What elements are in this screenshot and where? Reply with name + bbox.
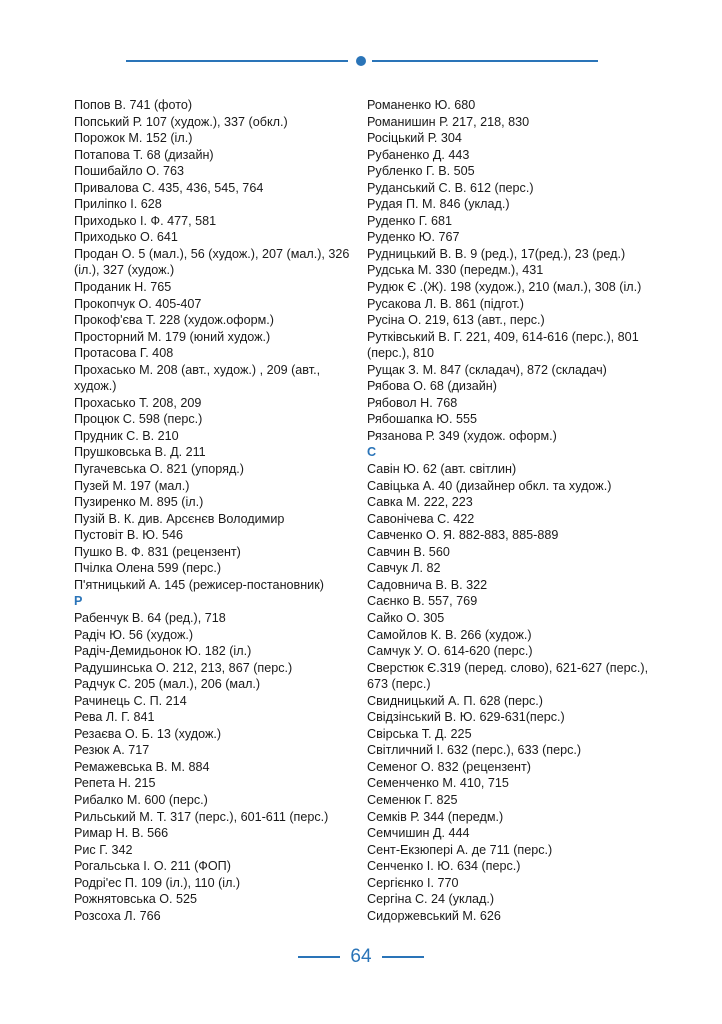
index-entry: Сидоржевський М. 626 [367, 908, 501, 923]
index-entry: Прокопчук О. 405-407 [74, 296, 202, 311]
index-entry: Рубаненко Д. 443 [367, 147, 470, 162]
index-entry: Порожок М. 152 (іл.) [74, 131, 193, 146]
header-ornament [126, 56, 598, 66]
index-entry: Прушковська В. Д. 211 [74, 445, 206, 460]
index-entry: Рогальська І. О. 211 (ФОП) [74, 859, 231, 874]
page-number: 64 [350, 946, 372, 967]
index-entry: Рутківський В. Г. 221, 409, 614-616 (перс.), 801 (перс.), 810 [367, 329, 639, 361]
index-entry: Світличний І. 632 (перс.), 633 (перс.) [367, 743, 582, 758]
index-entry: Савченко О. Я. 882-883, 885-889 [367, 528, 559, 543]
index-entry: Рис Г. 342 [74, 842, 133, 857]
header-rule-left [126, 60, 348, 62]
index-entry: Руденко Ю. 767 [367, 230, 460, 245]
index-entry: Приходько О. 641 [74, 230, 178, 245]
index-entry: Романишин Р. 217, 218, 830 [367, 114, 530, 129]
index-entry: Римар Н. В. 566 [74, 826, 169, 841]
section-letter: Р [74, 594, 83, 609]
index-entry: Процюк С. 598 (перс.) [74, 412, 203, 427]
index-entry: Рудюк Є .(Ж). 198 (худож.), 210 (мал.), 308 (іл.) [367, 280, 642, 295]
index-entry: Родрі'ес П. 109 (іл.), 110 (іл.) [74, 875, 241, 890]
index-entry: Самойлов К. В. 266 (худож.) [367, 627, 532, 642]
index-entry: Сайко О. 305 [367, 610, 445, 625]
index-entry: Пузей М. 197 (мал.) [74, 478, 190, 493]
index-entry: Сергієнко І. 770 [367, 875, 459, 890]
index-entry: Пустовіт В. Ю. 546 [74, 528, 184, 543]
index-entry: Савіцька А. 40 (дизайнер обкл. та худож.) [367, 478, 612, 493]
index-entry: Протасова Г. 408 [74, 346, 174, 361]
index-entry: Пушко В. Ф. 831 (рецензент) [74, 544, 241, 559]
index-entry: Рязанова Р. 349 (худож. оформ.) [367, 428, 557, 443]
index-entry: Свідзінський В. Ю. 629-631(перс.) [367, 710, 565, 725]
index-entry: Рильський М. Т. 317 (перс.), 601-611 (перс.) [74, 809, 329, 824]
index-entry: Радіч Ю. 56 (худож.) [74, 627, 194, 642]
index-entry: Прохасько М. 208 (авт., худож.) , 209 (авт., худож.) [74, 362, 321, 394]
index-entry: Русіна О. 219, 613 (авт., перс.) [367, 313, 545, 328]
index-column-right [367, 97, 657, 924]
index-entry: Ремажевська В. М. 884 [74, 759, 210, 774]
index-entry: Прокоф'єва Т. 228 (худож.оформ.) [74, 313, 274, 328]
index-entry: Семеног О. 832 (рецензент) [367, 759, 531, 774]
index-entry: Сенченко І. Ю. 634 (перс.) [367, 859, 521, 874]
header-dot [356, 56, 366, 66]
index-entry: Прудник С. В. 210 [74, 428, 179, 443]
index-entry: Резюк А. 717 [74, 743, 150, 758]
index-entry: Пчілка Олена 599 (перс.) [74, 561, 222, 576]
index-entry: Семків Р. 344 (передм.) [367, 809, 504, 824]
index-entry: Прилiпко I. 628 [74, 197, 162, 212]
index-entry: Семчишин Д. 444 [367, 826, 470, 841]
footer-rule-right [382, 956, 424, 958]
index-entry: Савчин В. 560 [367, 544, 450, 559]
index-entry: Резаєва О. Б. 13 (худож.) [74, 726, 222, 741]
index-entry: Руденко Г. 681 [367, 213, 453, 228]
index-entry: Пузій В. К. див. Арсєнєв Володимир [74, 511, 285, 526]
index-entry: Рущак З. М. 847 (складач), 872 (складач) [367, 362, 607, 377]
index-entry: Сверстюк Є.319 (перед. слово), 621-627 (перс.), 673 (перс.) [367, 660, 649, 692]
index-entry: Савчук Л. 82 [367, 561, 441, 576]
index-entry: Романенко Ю. 680 [367, 98, 476, 112]
index-entry: Савін Ю. 62 (авт. світлин) [367, 462, 517, 477]
index-entry: Радчук С. 205 (мал.), 206 (мал.) [74, 677, 261, 692]
index-entry: Саєнко В. 557, 769 [367, 594, 478, 609]
index-entry: Репета Н. 215 [74, 776, 156, 791]
page-footer [298, 944, 424, 970]
index-entry: Савонічева С. 422 [367, 511, 475, 526]
index-entry: Проданик Н. 765 [74, 280, 172, 295]
index-entry: Розсоха Л. 766 [74, 908, 161, 923]
index-entry: Продан О. 5 (мал.), 56 (худож.), 207 (мал.), 326 (іл.), 327 (худож.) [74, 246, 350, 278]
index-entry: Рябова О. 68 (дизайн) [367, 379, 497, 394]
index-entry: Пугачевська О. 821 (упоряд.) [74, 462, 244, 477]
index-entry: Потапова Т. 68 (дизайн) [74, 147, 214, 162]
index-entry: Свірська Т. Д. 225 [367, 726, 472, 741]
index-entry: Пошибайло О. 763 [74, 164, 184, 179]
index-entry: Рибалко М. 600 (перс.) [74, 792, 208, 807]
index-entry: Семенченко М. 410, 715 [367, 776, 509, 791]
index-entry: Рудая П. М. 846 (уклад.) [367, 197, 510, 212]
index-entry: Свидницький А. П. 628 (перс.) [367, 693, 543, 708]
index-entry: Сергіна С. 24 (уклад.) [367, 892, 495, 907]
index-entry: Рожнятовська О. 525 [74, 892, 198, 907]
index-entry: Прохасько Т. 208, 209 [74, 395, 202, 410]
index-entry: Пузиренко М. 895 (іл.) [74, 495, 204, 510]
index-entry: Рябовол Н. 768 [367, 395, 458, 410]
index-entry: Семенюк Г. 825 [367, 792, 458, 807]
index-entry: Руданський С. В. 612 (перс.) [367, 180, 534, 195]
index-entry: Росіцький Р. 304 [367, 131, 462, 146]
index-entry: Привалова С. 435, 436, 545, 764 [74, 180, 264, 195]
index-entry: Русакова Л. В. 861 (підгот.) [367, 296, 525, 311]
index-entry: Рудницький В. В. 9 (ред.), 17(ред.), 23 (ред.) [367, 246, 626, 261]
footer-rule-left [298, 956, 340, 958]
index-entry: Радіч-Демидьонок Ю. 182 (іл.) [74, 644, 252, 659]
section-letter: С [367, 445, 377, 460]
index-entry: Радушинська О. 212, 213, 867 (перс.) [74, 660, 293, 675]
index-entry: Сент-Екзюпері А. де 711 (перс.) [367, 842, 553, 857]
header-rule-right [372, 60, 598, 62]
index-entry: Рабенчук В. 64 (ред.), 718 [74, 610, 226, 625]
index-entry: Рябошапка Ю. 555 [367, 412, 477, 427]
index-entry: Самчук У. О. 614-620 (перс.) [367, 644, 533, 659]
index-entry: Савка М. 222, 223 [367, 495, 473, 510]
index-entry: Попський Р. 107 (худож.), 337 (обкл.) [74, 114, 288, 129]
index-column-left [74, 97, 358, 924]
index-entry: Рубленко Г. В. 505 [367, 164, 475, 179]
index-entry: Попов В. 741 (фото) [74, 98, 193, 112]
index-entry: Рева Л. Г. 841 [74, 710, 155, 725]
index-entry: П'ятницький А. 145 (режисер-постановник) [74, 577, 324, 592]
index-entry: Рачинець С. П. 214 [74, 693, 187, 708]
index-entry: Просторний М. 179 (юний худож.) [74, 329, 271, 344]
index-entry: Приходько I. Ф. 477, 581 [74, 213, 217, 228]
index-entry: Садовнича В. В. 322 [367, 577, 488, 592]
index-entry: Рудська М. 330 (передм.), 431 [367, 263, 544, 278]
